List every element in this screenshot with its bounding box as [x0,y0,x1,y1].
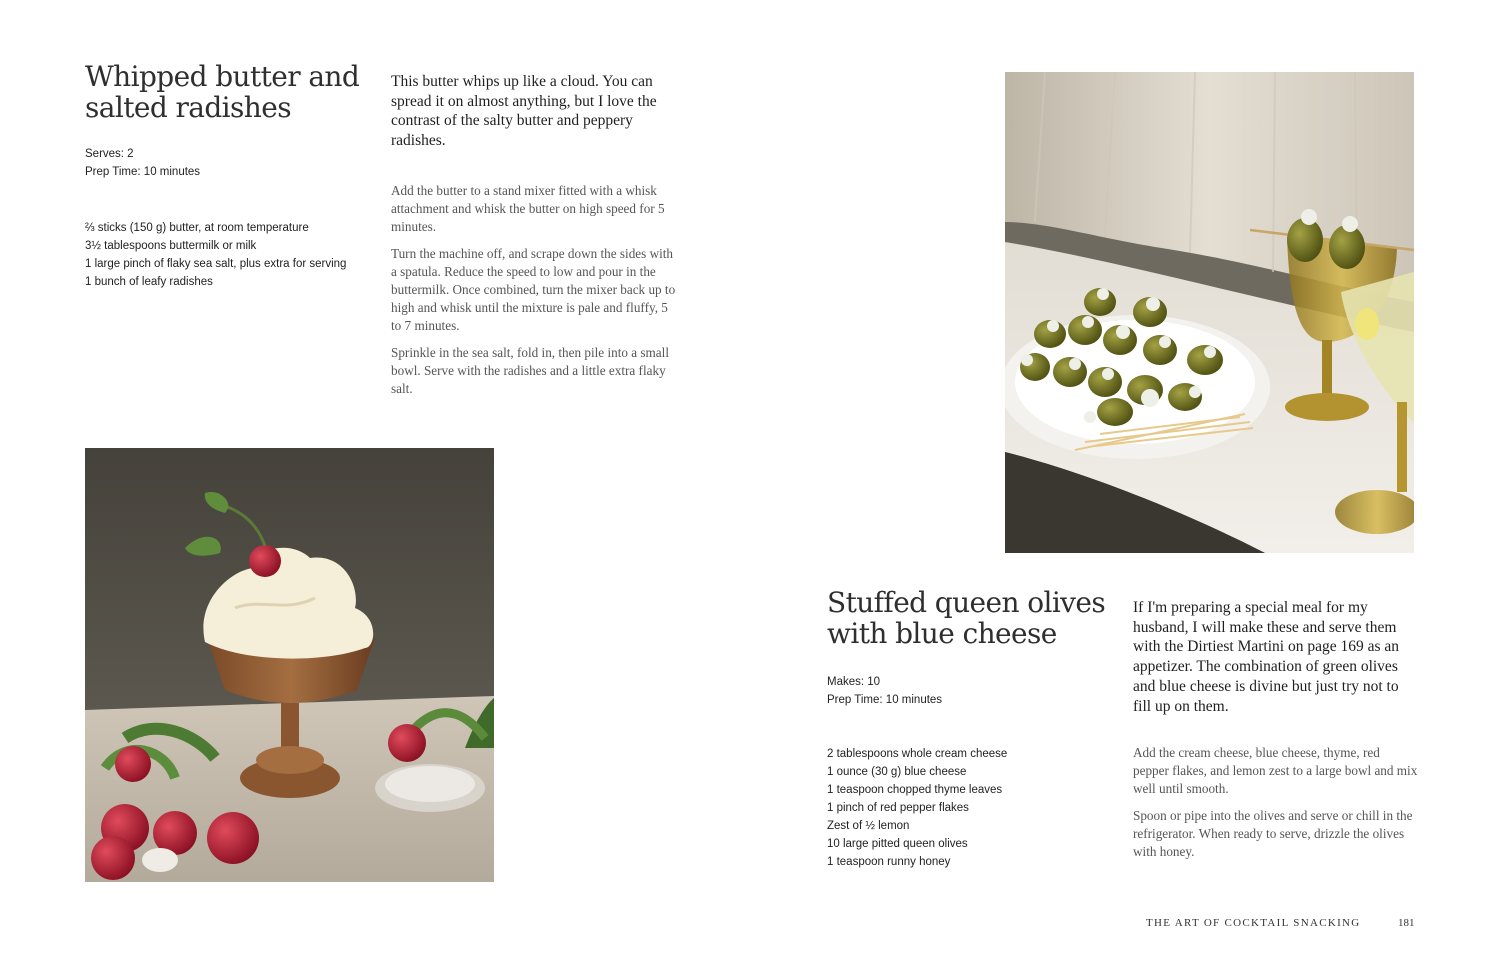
right-intro: If I'm preparing a special meal for my husband, I will make these and serve them with the Dirtiest Martini on page 169 as an appetizer. The combination of green olives and blue cheese is divine but just try not to fill up on them. [1133,599,1400,715]
right-ingredients-list [827,745,1007,871]
title-line: with blue cheese [827,617,1057,650]
ingredient: 1 large pinch of flaky sea salt, plus extra for serving [85,258,347,270]
prep-time: Prep Time: 10 minutes [827,694,943,706]
right-method [1133,744,1418,869]
method-step: Add the butter to a stand mixer fitted with a whisk attachment and whisk the butter on high speed for 5 minutes. [391,183,665,235]
title-line: Whipped butter and [85,60,360,93]
title-line: Stuffed queen olives [827,586,1106,619]
ingredient: 3½ tablespoons buttermilk or milk [85,240,257,252]
ingredient: 1 pinch of red pepper flakes [827,802,969,814]
ingredient: 1 teaspoon chopped thyme leaves [827,784,1003,796]
right-recipe-title [827,587,1107,649]
title-line: salted radishes [85,91,291,124]
serves: Serves: 2 [85,148,134,160]
method-step: Add the cream cheese, blue cheese, thyme, red pepper flakes, and lemon zest to a large bowl and mix well until smooth. [1133,745,1418,797]
ingredient: ⅔ sticks (150 g) butter, at room temperature [85,222,309,234]
running-footer-title: THE ART OF COCKTAIL SNACKING [1146,917,1361,929]
method-step: Spoon or pipe into the olives and serve or chill in the refrigerator. When ready to serve, drizzle the olives with honey. [1133,807,1413,860]
ingredient: 1 bunch of leafy radishes [85,276,213,288]
prep-time: Prep Time: 10 minutes [85,166,201,178]
page-number: 181 [1398,917,1415,929]
left-recipe-title [85,61,365,123]
method-step: Sprinkle in the sea salt, fold in, then pile into a small bowl. Serve with the radishes and a little extra flaky salt. [391,344,669,397]
makes: Makes: 10 [827,676,881,688]
whipped-butter-photo [85,448,494,882]
right-recipe-meta [827,673,942,709]
left-intro: This butter whips up like a cloud. You can spread it on almost anything, but I love the contrast of the salty butter and peppery radishes. [391,73,657,150]
left-ingredients-list [85,219,346,291]
method-step: Turn the machine off, and scrape down the sides with a spatula. Reduce the speed to low and pour in the buttermilk. Once combined, turn the mixer back up to high and whisk until the mixture is pale and fluffy, 5 to 7 minutes. [391,245,676,334]
left-recipe-meta [85,145,200,181]
ingredient: 1 ounce (30 g) blue cheese [827,766,967,778]
left-method [391,182,676,406]
stuffed-olives-photo [1005,72,1414,553]
ingredient: 10 large pitted queen olives [827,838,968,850]
ingredient: Zest of ½ lemon [827,820,910,832]
ingredient: 2 tablespoons whole cream cheese [827,748,1008,760]
ingredient: 1 teaspoon runny honey [827,856,951,868]
